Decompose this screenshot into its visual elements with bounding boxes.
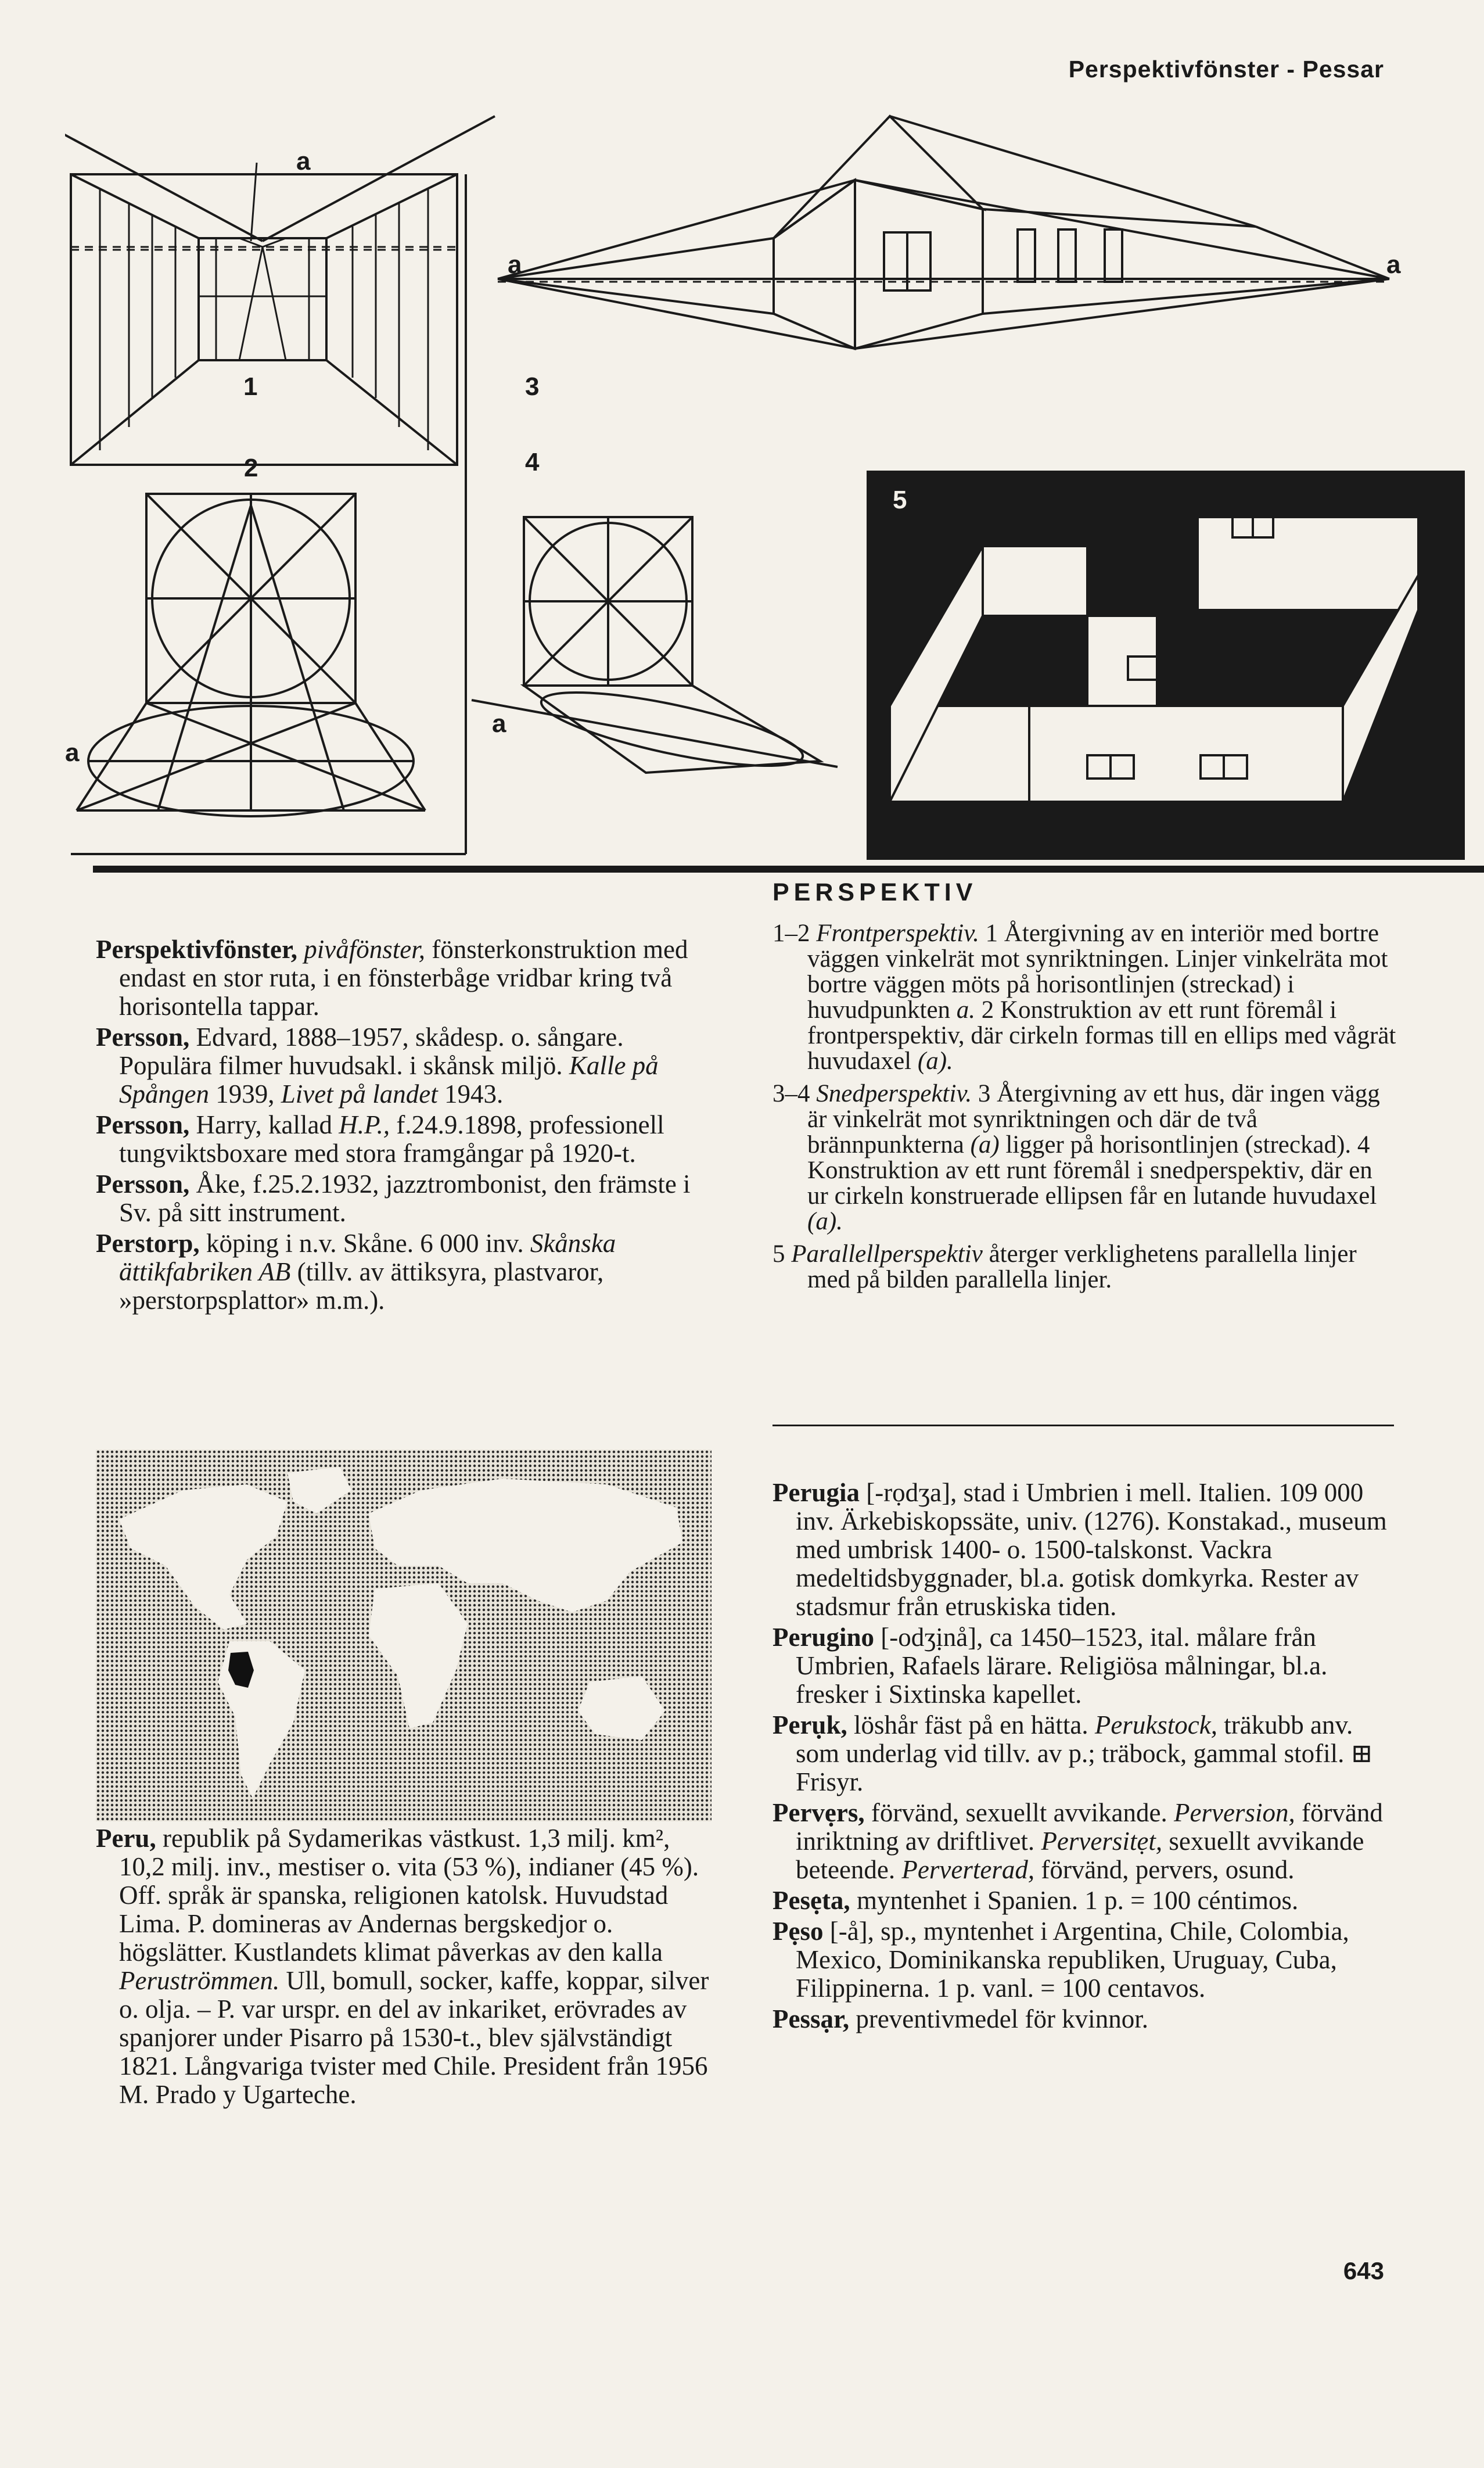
section-title: PERSPEKTIV bbox=[772, 878, 978, 906]
entry-persson-ake: Persson, Åke, f.25.2.1932, jazztrombonist, den främste i Sv. på sitt instrument. bbox=[96, 1170, 691, 1227]
caption-3-4: 3–4 Snedperspektiv. 3 Återgivning av ett hus, där ingen vägg är vinkelrät mot synriktningen och där de två brännpunkterna (a) ligger på horisontlinjen (streckad). 4 Konstruktion av ett runt föremål i snedperspektiv, där en ur cirkeln konstruerade ellipsen får en lutande huvudaxel (a). bbox=[772, 1080, 1380, 1235]
fig-label-5: 5 bbox=[893, 486, 907, 514]
fig-label-2: 2 bbox=[244, 454, 258, 482]
section-rule bbox=[93, 866, 1484, 873]
figure-1-front-interior bbox=[65, 116, 495, 465]
entry-peru: Peru, republik på Sydamerikas västkust. 1,3 milj. km², 10,2 milj. inv., mestiser o. vita (53 %), indianer (45 %). Off. språk är spanska, religionen katolsk. Huvudstad Lima. P. domineras av Andernas bergskedjor o. högslätter. Kustlandets klimat påverkas av den kalla Peruströmmen. Ull, bomull, socker, kaffe, koppar, silver o. olja. – P. var urspr. en del av inkariket, erövrades av spanjorer under Pisarro på 1530-t., blev självständigt 1821. Långvariga tvister med Chile. President från 1956 M. Prado y Ugarteche. bbox=[96, 1824, 709, 2109]
caption-rule bbox=[772, 1425, 1394, 1426]
entry-peruk: Perụk, löshår fäst på en hätta. Perukstock, träkubb anv. som underlag vid tillv. av p.; träbock, gammal stofil. ⊞ Frisyr. bbox=[772, 1710, 1373, 1796]
left-column bbox=[96, 935, 717, 1317]
entry-persson-harry: Persson, Harry, kallad H.P., f.24.9.1898, professionell tungviktsboxare med stora framgångar på 1920-t. bbox=[96, 1110, 664, 1168]
entry-peso: Pẹso [-å], sp., myntenhet i Argentina, Chile, Colombia, Mexico, Dominikanska republiken, Uruguay, Cuba, Filippinerna. 1 p. vanl. = 100 centavos. bbox=[772, 1917, 1349, 2003]
entry-pessar: Pessạr, preventivmedel för kvinnor. bbox=[772, 2004, 1148, 2033]
fig-label-1: 1 bbox=[243, 372, 258, 401]
entry-persson-edvard: Persson, Edvard, 1888–1957, skådesp. o. sångare. Populära filmer huvudsakl. i skånsk miljö. Kalle på Spången 1939, Livet på landet 1943. bbox=[96, 1023, 659, 1109]
entry-perstorp: Perstorp, köping i n.v. Skåne. 6 000 inv. Skånska ättikfabriken AB (tillv. av ättiksyra, plastvaror, »perstorpsplattor» m.m.). bbox=[96, 1229, 616, 1315]
caption-1-2: 1–2 Frontperspektiv. 1 Återgivning av en interiör med bortre väggen vinkelrät mot synriktningen. Linjer vinkelräta mot bortre väggen möts på horisontlinjen (streckad) i huvudpunkten a. 2 Konstruktion av ett runt föremål i frontperspektiv, där cirkeln formas till en ellips med vågrät huvudaxel (a). bbox=[772, 920, 1396, 1075]
left-column-continued bbox=[96, 1824, 717, 2111]
fig-label-a-5: a bbox=[492, 709, 506, 738]
fig-label-4: 4 bbox=[525, 448, 540, 476]
entry-perugino: Perugino [-odʒịnå], ca 1450–1523, ital. målare från Umbrien, Rafaels lärare. Religiösa målningar, bl.a. fresker i Sixtinska kapellet. bbox=[772, 1623, 1328, 1709]
entry-perspektivfonster: Perspektivfönster, pivåfönster, fönsterkonstruktion med endast en stor ruta, i en fönsterbåge vridbar kring två horisontella tappar. bbox=[96, 935, 688, 1021]
fig-label-a-4: a bbox=[1386, 250, 1401, 279]
entry-pervers: Pervẹrs, förvänd, sexuellt avvikande. Perversion, förvänd inriktning av driftlivet. Perversitẹt, sexuellt avvikande beteende. Perverterad, förvänd, pervers, osund. bbox=[772, 1798, 1383, 1884]
perspective-figures bbox=[65, 105, 1465, 860]
fig-label-a-2: a bbox=[65, 738, 80, 767]
figure-4-oblique-circle bbox=[472, 517, 838, 781]
fig-label-a-3: a bbox=[508, 250, 522, 279]
figure-3-house-oblique bbox=[498, 116, 1389, 349]
entry-peseta: Pesẹta, myntenhet i Spanien. 1 p. = 100 céntimos. bbox=[772, 1886, 1299, 1915]
figure-5-parallel bbox=[867, 471, 1465, 860]
peru-locator-map bbox=[96, 1450, 712, 1821]
figure-captions bbox=[772, 921, 1397, 1300]
right-column bbox=[772, 1479, 1394, 2036]
fig-label-a-1: a bbox=[296, 147, 311, 175]
figure-2-front-circle bbox=[77, 494, 425, 816]
entry-perugia: Perugia [-rọdʒa], stad i Umbrien i mell. Italien. 109 000 inv. Ärkebiskopssäte, univ. (1276). Konstakad., museum med umbrisk 1400- o. 1500-talskonst. Vackra medeltidsbyggnader, bl.a. gotisk domkyrka. Rester av stadsmur från etruskiska tiden. bbox=[772, 1478, 1387, 1621]
fig-label-3: 3 bbox=[525, 372, 540, 401]
caption-5: 5 Parallellperspektiv återger verklighetens parallella linjer med på bilden parallella linjer. bbox=[772, 1240, 1357, 1293]
running-head: Perspektivfönster - Pessar bbox=[1068, 56, 1384, 82]
page-number: 643 bbox=[1343, 2257, 1384, 2284]
